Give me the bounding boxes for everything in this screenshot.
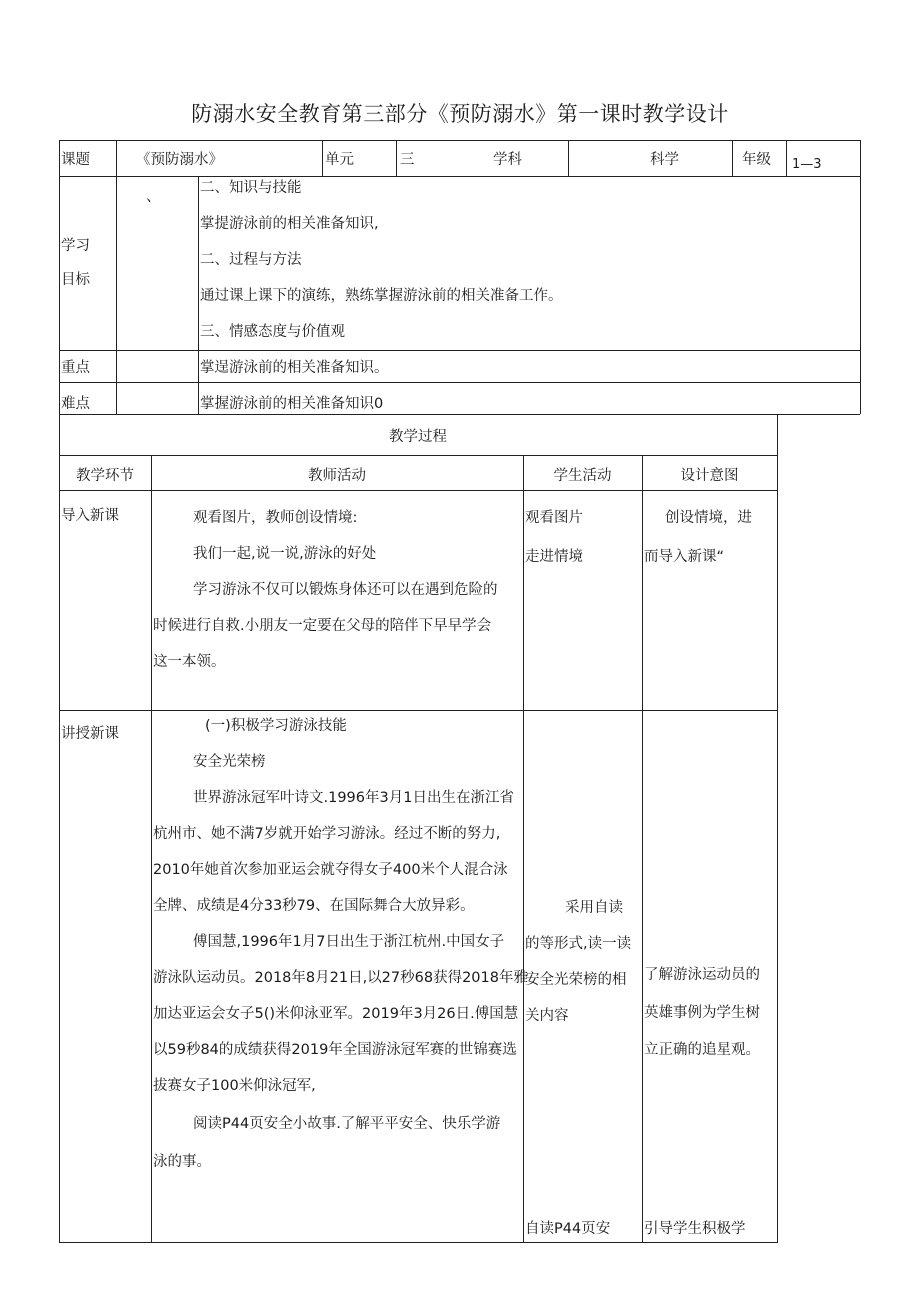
table-line [59, 176, 860, 177]
lecture-student-line: 自读P44页安 [525, 1221, 611, 1237]
lecture-teacher-line: 阅读P44页安全小故事.了解平平安全、快乐学游 [193, 1116, 501, 1132]
table-line [642, 455, 643, 1242]
unit-label: 单元 [325, 152, 354, 168]
header-student: 学生活动 [553, 468, 612, 484]
intro-student-line: 走进情境 [525, 549, 583, 565]
lecture-intent-line: 引导学生积极学 [644, 1221, 746, 1237]
table-line [59, 490, 777, 491]
grade-value: 1—3 [792, 157, 822, 172]
table-line [568, 140, 569, 176]
table-line [860, 140, 861, 414]
unit-value: 三 [400, 152, 415, 168]
lecture-intent-line: 了解游泳运动员的 [644, 967, 760, 983]
lecture-teacher-line: 以59秒84的成绩获得2019年全国游泳冠军赛的世锦赛选 [153, 1042, 517, 1058]
key-point-value: 掌逞游泳前的相关准备知识。 [200, 360, 389, 376]
table-line [198, 176, 199, 414]
key-point-label: 重点 [61, 360, 90, 376]
lecture-teacher-line: 泳的事。 [153, 1154, 211, 1170]
intro-teacher-line: 我们一起,说一说,游泳的好处 [193, 546, 377, 562]
topic-value: 《预防溺水》 [136, 152, 223, 168]
topic-label: 课题 [61, 152, 90, 168]
table-line [151, 455, 152, 1242]
table-line [777, 414, 778, 1243]
table-line [396, 140, 397, 176]
lecture-student-line: 关内容 [525, 1008, 569, 1024]
intro-intent-line: 而导入新课“ [644, 549, 725, 565]
table-line [732, 140, 733, 176]
table-line [59, 350, 860, 351]
intro-stage: 导入新课 [61, 508, 119, 524]
lecture-teacher-line: 世界游泳冠军叶诗文.1996年3月1日出生在浙江省 [193, 790, 514, 806]
subject-label: 学科 [493, 152, 522, 168]
difficulty-value: 掌握游泳前的相关准备知识0 [200, 396, 384, 412]
lecture-teacher-line: 全牌、成绩是4分33秒79、在国际舞合大放异彩。 [153, 898, 475, 914]
intro-teacher-line: 时候进行自救.小朋友一定要在父母的陪伴下早早学会 [153, 618, 492, 634]
table-line [59, 140, 860, 141]
process-title: 教学过程 [389, 429, 447, 445]
intro-student-line: 观看图片 [525, 510, 583, 526]
lecture-teacher-line: 游泳队运动员。2018年8月21日,以27秒68获得2018年雅 [153, 970, 528, 986]
header-teacher: 教师活动 [308, 468, 366, 484]
table-line [322, 140, 323, 176]
table-line [59, 455, 777, 456]
lecture-teacher-line: 杭州市、她不满7岁就开始学习游泳。经过不断的努力, [153, 826, 501, 842]
table-line [59, 414, 860, 415]
objective-line: 二、知识与技能 [200, 180, 302, 196]
lecture-teacher-line: (一)积极学习游泳技能 [205, 718, 347, 734]
lecture-teacher-line: 2010年她首次参加亚运会就夺得女子400米个人混合泳 [153, 862, 508, 878]
difficulty-label: 难点 [61, 396, 90, 412]
lecture-intent-line: 英雄事例为学生树 [644, 1005, 760, 1021]
lecture-teacher-line: 安全光荣榜 [193, 754, 266, 770]
intro-teacher-line: 学习游泳不仅可以锻炼身体还可以在遇到危险的 [193, 582, 498, 598]
lecture-stage: 讲授新课 [61, 726, 119, 742]
objectives-label-line2: 目标 [61, 272, 90, 288]
objective-line: 三、情感态度与价值观 [200, 324, 345, 340]
header-stage: 教学环节 [76, 468, 134, 484]
lecture-teacher-line: 傅国慧,1996年1月7日出生于浙江杭州.中国女子 [193, 934, 505, 950]
table-line [116, 140, 117, 414]
objectives-label-line1: 学习 [61, 238, 90, 254]
lecture-student-line: 安全光荣榜的相 [525, 972, 627, 988]
lecture-intent-line: 立正确的追星观。 [644, 1042, 760, 1058]
lecture-teacher-line: 拔赛女子100米仰泳冠军, [153, 1078, 316, 1094]
table-line [523, 455, 524, 1242]
objective-line: 二、过程与方法 [200, 252, 302, 268]
table-line [59, 382, 860, 383]
document-title: 防溺水安全教育第三部分《预防溺水》第一课时教学设计 [191, 102, 729, 126]
objectives-mark: 、 [146, 189, 161, 205]
objective-line: 通过课上课下的演练，熟练掌握游泳前的相关准备工作。 [200, 288, 563, 304]
objective-line: 掌提游泳前的相关准备知识, [200, 216, 379, 232]
lecture-student-line: 的等形式,读一读 [525, 936, 632, 952]
header-intent: 设计意图 [680, 468, 739, 484]
table-line [59, 140, 60, 1243]
intro-teacher-line: 这一本领。 [153, 654, 226, 670]
intro-intent-line: 创设情境，进 [665, 510, 752, 526]
subject-value: 科学 [650, 152, 679, 168]
table-line [59, 1242, 777, 1243]
grade-label: 年级 [742, 152, 771, 168]
table-line [786, 140, 787, 176]
intro-teacher-line: 观看图片，教师创设情境: [193, 510, 358, 526]
table-line [59, 710, 777, 711]
lecture-teacher-line: 加达亚运会女子5()米仰泳亚军。2019年3月26日.傅国慧 [153, 1006, 519, 1022]
lecture-student-line: 采用自读 [565, 900, 623, 916]
